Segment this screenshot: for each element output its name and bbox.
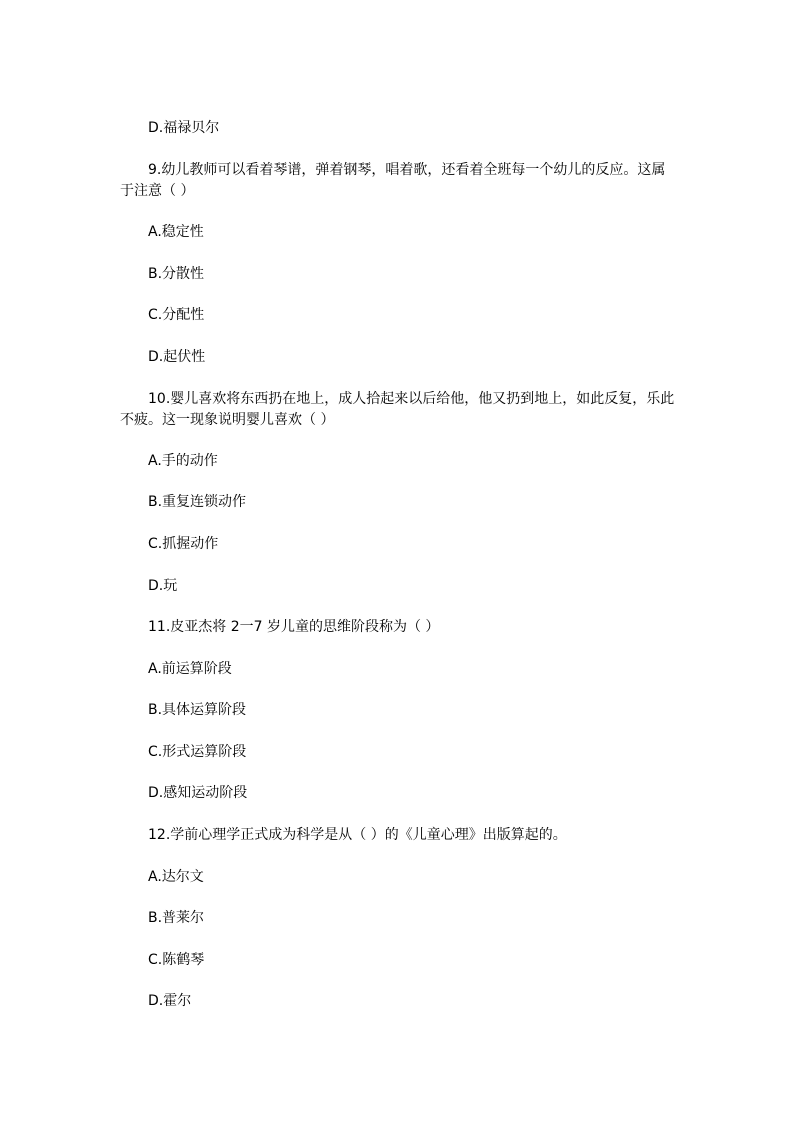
q12-stem: 12.学前心理学正式成为科学是从（ ）的《儿童心理》出版算起的。 [148,827,567,843]
q11-option-c: C.形式运算阶段 [148,744,247,760]
q10-stem-line1: 10.婴儿喜欢将东西扔在地上，成人拾起来以后给他，他又扔到地上，如此反复，乐此 [148,391,675,407]
q12-option-a: A.达尔文 [148,869,204,885]
q11-option-b: B.具体运算阶段 [148,702,247,718]
q12-option-d: D.霍尔 [148,993,192,1009]
q12-option-c: C.陈鹤琴 [148,952,205,968]
q9-option-d: D.起伏性 [148,349,206,365]
q10-option-c: C.抓握动作 [148,536,219,552]
q9-stem-line2: 于注意（ ） [120,183,195,199]
q10-option-d: D.玩 [148,578,178,594]
q9-option-b: B.分散性 [148,266,205,282]
q9-stem-line1: 9.幼儿教师可以看着琴谱，弹着钢琴，唱着歌，还看着全班每一个幼儿的反应。这属 [148,162,666,178]
q11-stem: 11.皮亚杰将 2一7 岁儿童的思维阶段称为（ ） [148,619,440,635]
q9-option-a: A.稳定性 [148,224,204,240]
q9-option-c: C.分配性 [148,307,205,323]
q10-stem-line2: 不疲。这一现象说明婴儿喜欢（ ） [120,412,335,428]
q11-option-d: D.感知运动阶段 [148,785,248,801]
q10-option-a: A.手的动作 [148,453,218,469]
q11-option-a: A.前运算阶段 [148,661,232,677]
q8-option-d: D.福禄贝尔 [148,120,220,136]
q10-option-b: B.重复连锁动作 [148,494,247,510]
q12-option-b: B.普莱尔 [148,910,205,926]
